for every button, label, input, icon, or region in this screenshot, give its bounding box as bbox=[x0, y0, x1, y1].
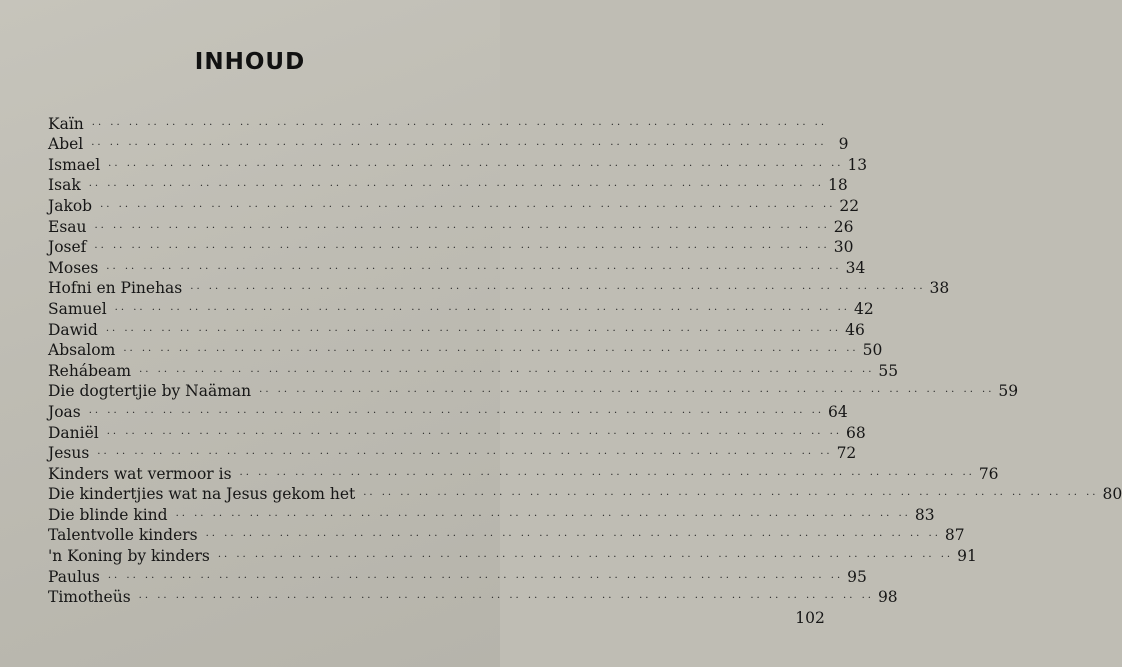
toc-row bbox=[48, 422, 866, 443]
dot-leader: .. .. .. .. .. .. .. .. .. .. .. .. .. .. .. .. .. .. .. .. .. .. .. .. .. .. .. .. .. .. .. .. .. .. .. .. .. .. .. .. bbox=[190, 281, 926, 293]
toc-row bbox=[48, 360, 899, 381]
toc-entry-title: Die kindertjies wat na Jesus gekom het bbox=[48, 485, 356, 504]
dot-leader: .. .. .. .. .. .. .. .. .. .. .. .. .. .. .. .. .. .. .. .. .. .. .. .. .. .. .. .. .. .. .. .. .. .. .. .. .. .. .. .. bbox=[94, 240, 830, 252]
toc-entry-page: 30 bbox=[833, 238, 854, 257]
dot-leader: .. .. .. .. .. .. .. .. .. .. .. .. .. .. .. .. .. .. .. .. .. .. .. .. .. .. .. .. .. .. .. .. .. .. .. .. .. .. .. .. bbox=[123, 343, 859, 355]
dot-leader: .. .. .. .. .. .. .. .. .. .. .. .. .. .. .. .. .. .. .. .. .. .. .. .. .. .. .. .. .. .. .. .. .. .. .. .. .. .. .. .. bbox=[139, 363, 875, 375]
toc-entry-page: 22 bbox=[839, 196, 860, 215]
toc-entry-title: Jakob bbox=[48, 196, 93, 215]
dot-leader: .. .. .. .. .. .. .. .. .. .. .. .. .. .. .. .. .. .. .. .. .. .. .. .. .. .. .. .. .. .. .. .. .. .. .. .. .. .. .. .. bbox=[259, 384, 995, 396]
dot-leader: .. .. .. .. .. .. .. .. .. .. .. .. .. .. .. .. .. .. .. .. .. .. .. .. .. .. .. .. .. .. .. .. .. .. .. .. .. .. .. .. bbox=[94, 219, 830, 231]
dot-leader: .. .. .. .. .. .. .. .. .. .. .. .. .. .. .. .. .. .. .. .. .. .. .. .. .. .. .. .. .. .. .. .. .. .. .. .. .. .. .. .. bbox=[106, 425, 843, 437]
toc-entry-title: Samuel bbox=[48, 299, 107, 318]
dot-leader: .. .. .. .. .. .. .. .. .. .. .. .. .. .. .. .. .. .. .. .. .. .. .. .. .. .. .. .. .. .. .. .. .. .. .. .. .. .. .. .. bbox=[97, 446, 833, 458]
toc-row bbox=[48, 443, 857, 464]
toc-row bbox=[48, 463, 999, 484]
toc-row bbox=[48, 175, 848, 196]
toc-entry-page: 76 bbox=[978, 464, 999, 483]
toc-entry-title: Daniël bbox=[48, 423, 99, 442]
toc-entry-page: 91 bbox=[957, 547, 977, 566]
toc-entry-title: Isak bbox=[48, 176, 81, 195]
dot-leader: .. .. .. .. .. .. .. .. .. .. .. .. .. .. .. .. .. .. .. .. .. .. .. .. .. .. .. .. .. .. .. .. .. .. .. .. .. .. .. .. bbox=[138, 590, 874, 602]
toc-entry-title: Hofni en Pinehas bbox=[48, 279, 183, 298]
toc-row bbox=[48, 195, 860, 216]
toc-row bbox=[48, 257, 866, 278]
toc-entry-page: 87 bbox=[944, 526, 965, 545]
dot-leader: .. .. .. .. .. .. .. .. .. .. .. .. .. .. .. .. .. .. .. .. .. .. .. .. .. .. .. .. .. .. .. .. .. .. .. .. .. .. .. .. bbox=[88, 178, 824, 190]
toc-entry-page: 95 bbox=[847, 567, 867, 586]
toc-entry-page: 83 bbox=[914, 505, 935, 524]
dot-leader: .. .. .. .. .. .. .. .. .. .. .. .. .. .. .. .. .. .. .. .. .. .. .. .. .. .. .. .. .. .. .. .. .. .. .. .. .. .. .. .. bbox=[217, 549, 954, 561]
toc-entry-title: Joas bbox=[48, 402, 81, 421]
toc-entry-page: 102 bbox=[795, 608, 825, 627]
toc-row bbox=[48, 525, 965, 546]
toc-entry-title: Dawid bbox=[48, 320, 98, 339]
toc-entry-page: 72 bbox=[836, 444, 857, 463]
toc-entry-title: Rehábeam bbox=[48, 361, 132, 380]
toc-row bbox=[48, 298, 874, 319]
dot-leader: .. .. .. .. .. .. .. .. .. .. .. .. .. .. .. .. .. .. .. .. .. .. .. .. .. .. .. .. .. .. .. .. .. .. .. .. .. .. .. .. bbox=[88, 404, 825, 416]
toc-entry-title: Kaïn bbox=[48, 114, 84, 133]
toc-entry-page: 34 bbox=[845, 258, 866, 277]
toc-row bbox=[48, 134, 849, 155]
toc-entry-page: 13 bbox=[847, 155, 868, 174]
toc-entry-title: Talentvolle kinders bbox=[48, 526, 198, 545]
toc-row bbox=[48, 340, 883, 361]
toc-row bbox=[48, 607, 825, 628]
dot-leader: .. .. .. .. .. .. .. .. .. .. .. .. .. .. .. .. .. .. .. .. .. .. .. .. .. .. .. .. .. .. .. .. .. .. .. .. .. .. .. .. bbox=[205, 528, 941, 540]
toc-row bbox=[48, 154, 868, 175]
toc-row bbox=[48, 381, 1019, 402]
toc-row bbox=[48, 566, 867, 587]
page-title: INHOUD bbox=[194, 49, 306, 75]
dot-leader: .. .. .. .. .. .. .. .. .. .. .. .. .. .. .. .. .. .. .. .. .. .. .. .. .. .. .. .. .. .. .. .. .. .. .. .. .. .. .. .. bbox=[107, 569, 844, 581]
dot-leader: .. .. .. .. .. .. .. .. .. .. .. .. .. .. .. .. .. .. .. .. .. .. .. .. .. .. .. .. .. .. .. .. .. .. .. .. .. .. .. .. bbox=[91, 116, 828, 128]
toc-entry-page: 98 bbox=[877, 588, 898, 607]
dot-leader: .. .. .. .. .. .. .. .. .. .. .. .. .. .. .. .. .. .. .. .. .. .. .. .. .. .. .. .. .. .. .. .. .. .. .. .. .. .. .. .. bbox=[105, 322, 842, 334]
toc-row bbox=[48, 504, 935, 525]
toc-entry-title: Paulus bbox=[48, 567, 100, 586]
dot-leader: .. .. .. .. .. .. .. .. .. .. .. .. .. .. .. .. .. .. .. .. .. .. .. .. .. .. .. .. .. .. .. .. .. .. .. .. .. .. .. .. bbox=[175, 507, 911, 519]
toc-row bbox=[48, 278, 950, 299]
toc-entry-title: Jesus bbox=[48, 444, 90, 463]
toc-entry-title: Absalom bbox=[48, 341, 116, 360]
dot-leader: .. .. .. .. .. .. .. .. .. .. .. .. .. .. .. .. .. .. .. .. .. .. .. .. .. .. .. .. .. .. .. .. .. .. .. .. .. .. .. .. bbox=[106, 260, 842, 272]
toc-row bbox=[48, 401, 848, 422]
toc-entry-page: 68 bbox=[846, 423, 866, 442]
toc-row bbox=[48, 319, 865, 340]
dot-leader: .. .. .. .. .. .. .. .. .. .. .. .. .. .. .. .. .. .. .. .. .. .. .. .. .. .. .. .. .. .. .. .. .. .. .. .. .. .. .. .. bbox=[363, 487, 1099, 499]
toc-entry-page: 42 bbox=[853, 299, 874, 318]
toc-row bbox=[48, 545, 977, 566]
dot-leader: .. .. .. .. .. .. .. .. .. .. .. .. .. .. .. .. .. .. .. .. .. .. .. .. .. .. .. .. .. .. .. .. .. .. .. .. .. .. .. .. bbox=[100, 198, 836, 210]
toc-entry-page: 46 bbox=[845, 320, 865, 339]
toc-entry-title: Moses bbox=[48, 258, 99, 277]
toc-row bbox=[48, 113, 828, 134]
toc-entry-page: 9 bbox=[838, 135, 849, 154]
dot-leader: .. .. .. .. .. .. .. .. .. .. .. .. .. .. .. .. .. .. .. .. .. .. .. .. .. .. .. .. .. .. .. .. .. .. .. .. .. .. .. .. bbox=[114, 301, 850, 313]
toc-entry-page: 80 bbox=[1102, 485, 1122, 504]
toc-row bbox=[48, 237, 854, 258]
toc-entry-page: 26 bbox=[833, 217, 854, 236]
toc-entry-page: 18 bbox=[828, 176, 848, 195]
toc-entry-title: Esau bbox=[48, 217, 87, 236]
toc-row bbox=[48, 587, 898, 608]
toc-entry-page: 55 bbox=[878, 361, 899, 380]
toc-entry-title: Timotheüs bbox=[48, 588, 131, 607]
toc-entry-title: Die dogtertjie by Naäman bbox=[48, 382, 252, 401]
toc-entry-page: 50 bbox=[862, 341, 883, 360]
toc-row bbox=[48, 484, 1122, 505]
toc-entry-title: Die blinde kind bbox=[48, 505, 168, 524]
dot-leader: .. .. .. .. .. .. .. .. .. .. .. .. .. .. .. .. .. .. .. .. .. .. .. .. .. .. .. .. .. .. .. .. .. .. .. .. .. .. .. .. bbox=[239, 466, 975, 478]
toc-entry-title: Kinders wat vermoor is bbox=[48, 464, 232, 483]
toc-entry-page: 59 bbox=[998, 382, 1019, 401]
toc-entry-title: 'n Koning by kinders bbox=[48, 547, 210, 566]
table-of-contents bbox=[48, 113, 1122, 628]
toc-entry-title: Ismael bbox=[48, 155, 101, 174]
toc-entry-title: Josef bbox=[48, 238, 87, 257]
toc-entry-title: Abel bbox=[48, 135, 84, 154]
dot-leader: .. .. .. .. .. .. .. .. .. .. .. .. .. .. .. .. .. .. .. .. .. .. .. .. .. .. .. .. .. .. .. .. .. .. .. .. .. .. .. .. bbox=[108, 157, 844, 169]
dot-leader: .. .. .. .. .. .. .. .. .. .. .. .. .. .. .. .. .. .. .. .. .. .. .. .. .. .. .. .. .. .. .. .. .. .. .. .. .. .. .. .. bbox=[91, 137, 827, 149]
toc-entry-page: 38 bbox=[929, 279, 950, 298]
toc-entry-page: 64 bbox=[828, 402, 848, 421]
toc-row bbox=[48, 216, 854, 237]
